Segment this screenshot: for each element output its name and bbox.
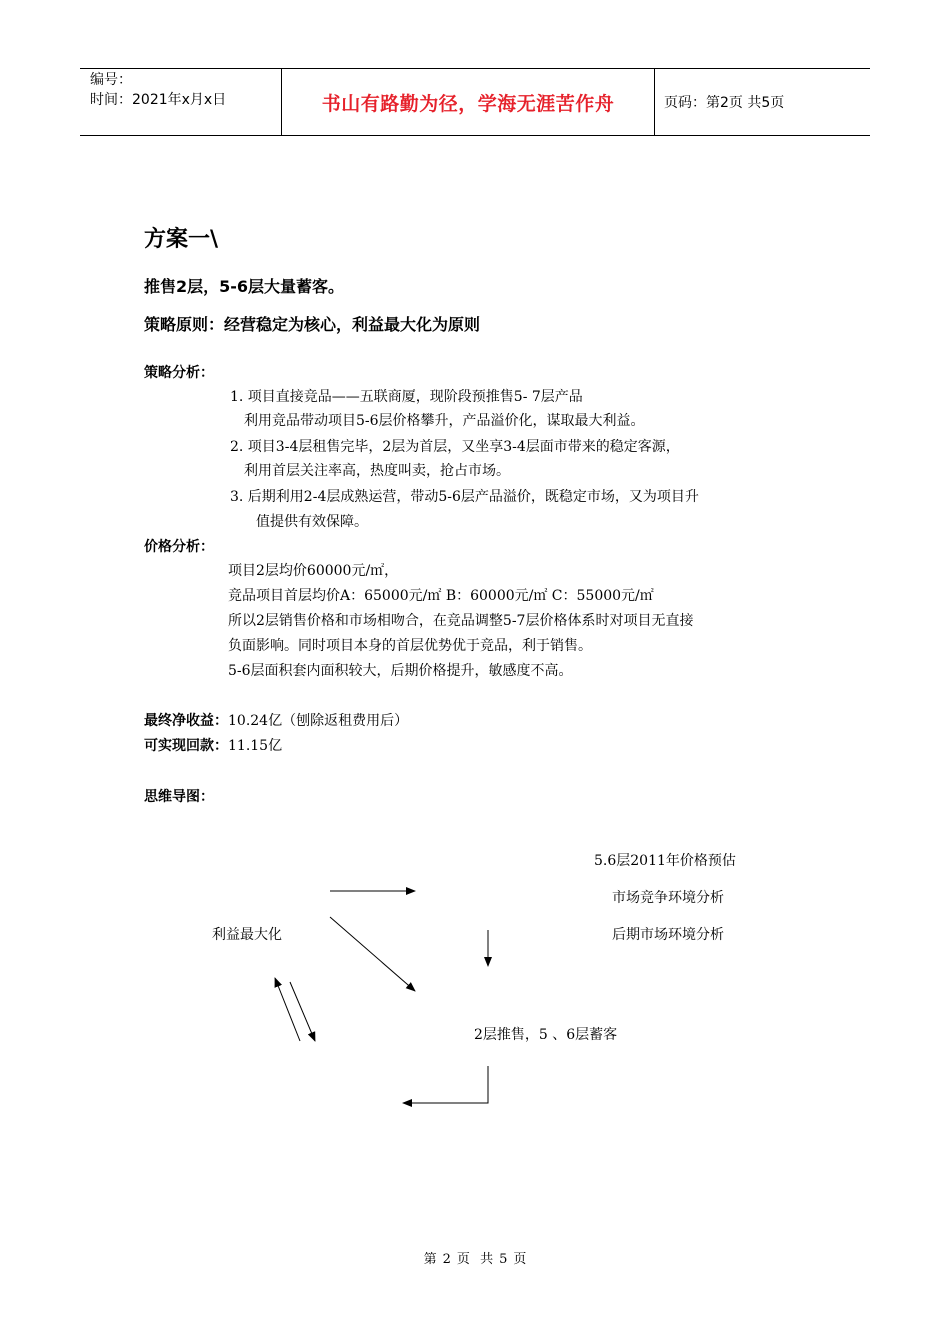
arrow-double-up: [275, 978, 300, 1041]
strategy-line: 2. 项目3-4层租售完毕，2层为首层，又坐享3-4层面市带来的稳定客源，: [230, 439, 680, 455]
price-line: 所以2层销售价格和市场相吻合，在竞品调整5-7层价格体系时对项目无直接: [228, 613, 694, 629]
header-time-label: 时间：2021年x月x日: [90, 92, 227, 108]
strategy-line: 利用竞品带动项目5-6层价格攀升，产品溢价化，谋取最大利益。: [244, 413, 645, 429]
header-page-info: 页码：第2页 共5页: [664, 95, 785, 111]
strategy-line: 3. 后期利用2-4层成熟运营，带动5-6层产品溢价，既稳定市场，又为项目升: [230, 489, 699, 505]
arrow-double-down: [290, 982, 315, 1041]
footer-part: 页: [456, 1252, 470, 1267]
price-line: 竞品项目首层均价A：65000元/㎡ B：60000元/㎡ C：55000元/㎡: [228, 588, 654, 604]
net-income-label: 最终净收益：: [144, 713, 228, 729]
footer-part: 第: [423, 1252, 437, 1267]
mindmap-bottom-node: 2层推售，5 、6层蓄客: [474, 1027, 618, 1043]
price-line: 项目2层均价60000元/㎡，: [228, 563, 399, 579]
footer-total-pages: 5: [499, 1252, 508, 1267]
footer-part: 页: [513, 1252, 527, 1267]
footer-part: 共: [480, 1252, 494, 1267]
mindmap-top-node-line: 5.6层2011年价格预估: [594, 853, 736, 869]
footer-current-page: 2: [442, 1252, 451, 1267]
mindmap-center-node: 利益最大化: [212, 927, 282, 943]
strategy-heading: 策略分析：: [144, 365, 214, 381]
strategy-principle: 策略原则：经营稳定为核心，利益最大化为原则: [144, 315, 481, 334]
section-subtitle: 推售2层，5-6层大量蓄客。: [144, 277, 345, 296]
payback-value: 11.15亿: [228, 738, 283, 754]
mindmap-heading: 思维导图：: [144, 789, 214, 805]
mindmap-top-node-line: 后期市场环境分析: [612, 927, 724, 943]
arrow-elbow: [403, 1066, 488, 1103]
strategy-line: 1. 项目直接竞品——五联商厦，现阶段预推售5- 7层产品: [230, 389, 583, 405]
header-number-label: 编号：: [90, 72, 132, 88]
price-heading: 价格分析：: [144, 539, 214, 555]
section-title: 方案一\: [144, 227, 219, 252]
price-line: 5-6层面积套内面积较大，后期价格提升，敏感度不高。: [228, 663, 573, 679]
page-footer: [0, 1248, 950, 1267]
header-motto: 书山有路勤为径，学海无涯苦作舟: [321, 92, 615, 115]
price-line: 负面影响。同时项目本身的首层优势优于竞品，利于销售。: [228, 638, 592, 654]
strategy-line: 利用首层关注率高，热度叫卖，抢占市场。: [244, 463, 510, 479]
strategy-line: 值提供有效保障。: [256, 514, 368, 530]
mindmap-top-node-line: 市场竞争环境分析: [612, 890, 724, 906]
net-income-value: 10.24亿（刨除返租费用后）: [228, 713, 409, 729]
arrow-diagonal: [330, 917, 415, 991]
payback-label: 可实现回款：: [144, 738, 228, 754]
